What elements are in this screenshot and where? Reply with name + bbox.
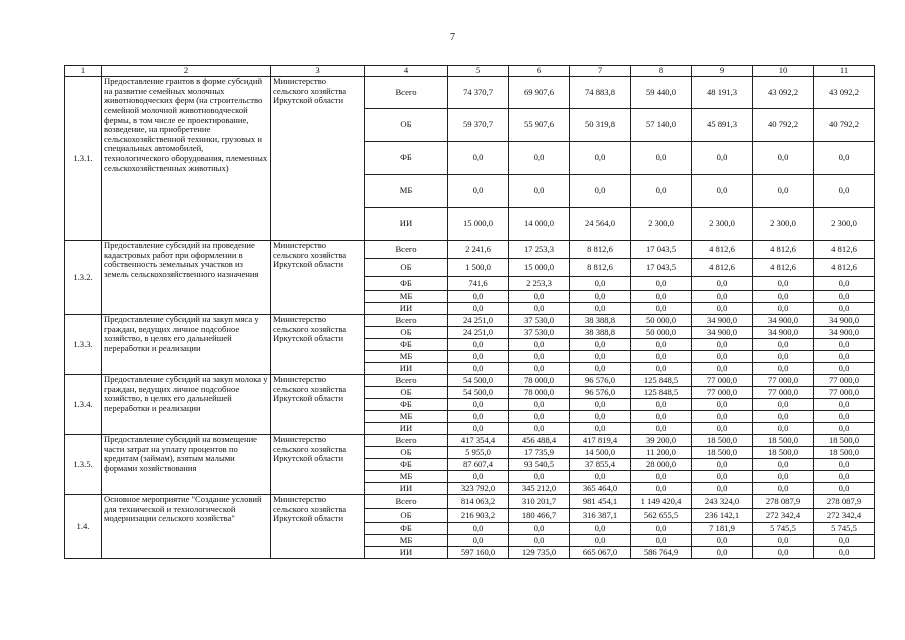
- item-executor: Министерство сельского хозяйства Иркутской области: [271, 77, 365, 241]
- amount-cell: 1 149 420,4: [631, 495, 692, 509]
- amount-cell: 8 812,6: [570, 241, 631, 259]
- amount-cell: 243 324,0: [692, 495, 753, 509]
- amount-cell: 4 812,6: [753, 259, 814, 277]
- amount-cell: 37 530,0: [509, 315, 570, 327]
- item-code: 1.3.4.: [65, 375, 102, 435]
- amount-cell: 0,0: [631, 339, 692, 351]
- amount-cell: 0,0: [509, 423, 570, 435]
- amount-cell: 50 000,0: [631, 327, 692, 339]
- amount-cell: 1 500,0: [448, 259, 509, 277]
- funding-source: Всего: [365, 435, 448, 447]
- item-name: Предоставление грантов в форме субсидий на развитие семейных молочных животноводческих ферм (на строительство семейной молочной животноводческой фермы, в том числе ее проектирование, возведение, на приобретение сельскохозяйственной техники, грузовых и специальных автомобилей, технологического оборудования, племенных сельскохозяйственных животных): [102, 77, 271, 241]
- amount-cell: 0,0: [631, 423, 692, 435]
- amount-cell: 54 500,0: [448, 375, 509, 387]
- funding-source: ОБ: [365, 509, 448, 523]
- amount-cell: 0,0: [692, 471, 753, 483]
- amount-cell: 0,0: [509, 291, 570, 303]
- amount-cell: 0,0: [692, 363, 753, 375]
- amount-cell: 0,0: [631, 277, 692, 291]
- amount-cell: 0,0: [570, 175, 631, 208]
- amount-cell: 0,0: [753, 399, 814, 411]
- amount-cell: 0,0: [692, 277, 753, 291]
- amount-cell: 34 900,0: [753, 327, 814, 339]
- funding-source: ОБ: [365, 387, 448, 399]
- amount-cell: 0,0: [692, 459, 753, 471]
- amount-cell: 14 000,0: [509, 208, 570, 241]
- funding-source: ФБ: [365, 142, 448, 175]
- column-number: 6: [509, 66, 570, 77]
- amount-cell: 5 955,0: [448, 447, 509, 459]
- amount-cell: 316 387,1: [570, 509, 631, 523]
- amount-cell: 2 300,0: [814, 208, 875, 241]
- amount-cell: 0,0: [509, 399, 570, 411]
- funding-source: Всего: [365, 375, 448, 387]
- amount-cell: 310 201,7: [509, 495, 570, 509]
- amount-cell: 272 342,4: [753, 509, 814, 523]
- table-row: [65, 241, 875, 259]
- table-row: [65, 77, 875, 109]
- amount-cell: 40 792,2: [753, 109, 814, 142]
- amount-cell: 0,0: [631, 142, 692, 175]
- amount-cell: 0,0: [448, 471, 509, 483]
- amount-cell: 981 454,1: [570, 495, 631, 509]
- amount-cell: 0,0: [814, 291, 875, 303]
- amount-cell: 0,0: [753, 459, 814, 471]
- amount-cell: 586 764,9: [631, 547, 692, 559]
- amount-cell: 665 067,0: [570, 547, 631, 559]
- amount-cell: 24 251,0: [448, 315, 509, 327]
- amount-cell: 18 500,0: [814, 435, 875, 447]
- amount-cell: 417 354,4: [448, 435, 509, 447]
- amount-cell: 78 000,0: [509, 387, 570, 399]
- amount-cell: 272 342,4: [814, 509, 875, 523]
- funding-source: ФБ: [365, 339, 448, 351]
- amount-cell: 15 000,0: [448, 208, 509, 241]
- amount-cell: 38 388,8: [570, 327, 631, 339]
- funding-source: ФБ: [365, 459, 448, 471]
- amount-cell: 77 000,0: [814, 387, 875, 399]
- amount-cell: 0,0: [448, 411, 509, 423]
- amount-cell: 0,0: [631, 291, 692, 303]
- amount-cell: 417 819,4: [570, 435, 631, 447]
- amount-cell: 0,0: [570, 399, 631, 411]
- amount-cell: 180 466,7: [509, 509, 570, 523]
- amount-cell: 562 655,5: [631, 509, 692, 523]
- amount-cell: 74 370,7: [448, 77, 509, 109]
- item-executor: Министерство сельского хозяйства Иркутской области: [271, 375, 365, 435]
- amount-cell: 0,0: [814, 363, 875, 375]
- amount-cell: 345 212,0: [509, 483, 570, 495]
- amount-cell: 0,0: [692, 483, 753, 495]
- funding-source: МБ: [365, 175, 448, 208]
- amount-cell: 0,0: [509, 142, 570, 175]
- amount-cell: 0,0: [814, 277, 875, 291]
- amount-cell: 0,0: [631, 471, 692, 483]
- amount-cell: 0,0: [448, 351, 509, 363]
- amount-cell: 0,0: [814, 399, 875, 411]
- amount-cell: 0,0: [692, 175, 753, 208]
- amount-cell: 15 000,0: [509, 259, 570, 277]
- amount-cell: 0,0: [570, 142, 631, 175]
- amount-cell: 0,0: [570, 351, 631, 363]
- amount-cell: 4 812,6: [692, 259, 753, 277]
- column-number: 4: [365, 66, 448, 77]
- amount-cell: 0,0: [753, 363, 814, 375]
- funding-source: ИИ: [365, 208, 448, 241]
- funding-source: ОБ: [365, 447, 448, 459]
- amount-cell: 0,0: [692, 399, 753, 411]
- amount-cell: 0,0: [631, 363, 692, 375]
- amount-cell: 57 140,0: [631, 109, 692, 142]
- amount-cell: 28 000,0: [631, 459, 692, 471]
- amount-cell: 0,0: [753, 291, 814, 303]
- amount-cell: 0,0: [814, 411, 875, 423]
- amount-cell: 236 142,1: [692, 509, 753, 523]
- amount-cell: 216 903,2: [448, 509, 509, 523]
- amount-cell: 34 900,0: [814, 315, 875, 327]
- amount-cell: 0,0: [448, 363, 509, 375]
- amount-cell: 0,0: [631, 411, 692, 423]
- amount-cell: 0,0: [448, 291, 509, 303]
- amount-cell: 4 812,6: [814, 259, 875, 277]
- funding-source: МБ: [365, 351, 448, 363]
- amount-cell: 0,0: [631, 535, 692, 547]
- item-executor: Министерство сельского хозяйства Иркутской области: [271, 241, 365, 315]
- funding-source: ОБ: [365, 109, 448, 142]
- amount-cell: 11 200,0: [631, 447, 692, 459]
- table-row: [65, 315, 875, 327]
- column-number: 5: [448, 66, 509, 77]
- amount-cell: 59 440,0: [631, 77, 692, 109]
- column-number: 3: [271, 66, 365, 77]
- amount-cell: 48 191,3: [692, 77, 753, 109]
- amount-cell: 0,0: [570, 303, 631, 315]
- amount-cell: 278 087,9: [753, 495, 814, 509]
- funding-source: ОБ: [365, 259, 448, 277]
- item-name: Основное мероприятие "Создание условий для технической и технологической модернизации сельского хозяйства": [102, 495, 271, 559]
- amount-cell: 0,0: [753, 423, 814, 435]
- amount-cell: 0,0: [631, 483, 692, 495]
- amount-cell: 78 000,0: [509, 375, 570, 387]
- amount-cell: 0,0: [509, 535, 570, 547]
- amount-cell: 0,0: [814, 483, 875, 495]
- amount-cell: 0,0: [753, 411, 814, 423]
- amount-cell: 0,0: [448, 339, 509, 351]
- column-number: 11: [814, 66, 875, 77]
- amount-cell: 17 043,5: [631, 259, 692, 277]
- amount-cell: 2 300,0: [631, 208, 692, 241]
- funding-source: МБ: [365, 291, 448, 303]
- amount-cell: 0,0: [814, 339, 875, 351]
- funding-source: МБ: [365, 471, 448, 483]
- amount-cell: 93 540,5: [509, 459, 570, 471]
- amount-cell: 125 848,5: [631, 375, 692, 387]
- amount-cell: 0,0: [631, 351, 692, 363]
- amount-cell: 96 576,0: [570, 375, 631, 387]
- amount-cell: 2 300,0: [753, 208, 814, 241]
- funding-source: Всего: [365, 77, 448, 109]
- amount-cell: 0,0: [692, 142, 753, 175]
- funding-source: ФБ: [365, 523, 448, 535]
- amount-cell: 2 300,0: [692, 208, 753, 241]
- page-number: 7: [450, 32, 455, 43]
- funding-source: ИИ: [365, 303, 448, 315]
- funding-source: ОБ: [365, 327, 448, 339]
- amount-cell: 18 500,0: [814, 447, 875, 459]
- amount-cell: 0,0: [448, 303, 509, 315]
- item-name: Предоставление субсидий на возмещение части затрат на уплату процентов по кредитам (займам), взятым малыми формами хозяйствования: [102, 435, 271, 495]
- amount-cell: 37 530,0: [509, 327, 570, 339]
- amount-cell: 0,0: [814, 459, 875, 471]
- amount-cell: 0,0: [692, 291, 753, 303]
- item-code: 1.3.3.: [65, 315, 102, 375]
- amount-cell: 2 253,3: [509, 277, 570, 291]
- amount-cell: 38 388,8: [570, 315, 631, 327]
- amount-cell: 0,0: [448, 399, 509, 411]
- amount-cell: 2 241,6: [448, 241, 509, 259]
- amount-cell: 0,0: [631, 523, 692, 535]
- amount-cell: 0,0: [814, 547, 875, 559]
- amount-cell: 17 043,5: [631, 241, 692, 259]
- amount-cell: 129 735,0: [509, 547, 570, 559]
- item-code: 1.3.2.: [65, 241, 102, 315]
- funding-source: МБ: [365, 535, 448, 547]
- amount-cell: 125 848,5: [631, 387, 692, 399]
- funding-source: МБ: [365, 411, 448, 423]
- funding-source: Всего: [365, 495, 448, 509]
- amount-cell: 0,0: [448, 175, 509, 208]
- amount-cell: 456 488,4: [509, 435, 570, 447]
- amount-cell: 0,0: [692, 423, 753, 435]
- amount-cell: 18 500,0: [692, 447, 753, 459]
- amount-cell: 0,0: [753, 547, 814, 559]
- amount-cell: 54 500,0: [448, 387, 509, 399]
- amount-cell: 18 500,0: [692, 435, 753, 447]
- amount-cell: 0,0: [753, 535, 814, 547]
- amount-cell: 45 891,3: [692, 109, 753, 142]
- funding-source: Всего: [365, 315, 448, 327]
- amount-cell: 74 883,8: [570, 77, 631, 109]
- amount-cell: 77 000,0: [692, 375, 753, 387]
- amount-cell: 43 092,2: [753, 77, 814, 109]
- funding-source: ФБ: [365, 277, 448, 291]
- amount-cell: 18 500,0: [753, 435, 814, 447]
- amount-cell: 0,0: [570, 535, 631, 547]
- amount-cell: 0,0: [753, 277, 814, 291]
- amount-cell: 0,0: [692, 411, 753, 423]
- amount-cell: 0,0: [692, 547, 753, 559]
- column-number: 1: [65, 66, 102, 77]
- amount-cell: 77 000,0: [753, 387, 814, 399]
- amount-cell: 741,6: [448, 277, 509, 291]
- amount-cell: 7 181,9: [692, 523, 753, 535]
- amount-cell: 0,0: [692, 535, 753, 547]
- column-number: 2: [102, 66, 271, 77]
- amount-cell: 69 907,6: [509, 77, 570, 109]
- amount-cell: 5 745,5: [814, 523, 875, 535]
- column-number: 8: [631, 66, 692, 77]
- item-executor: Министерство сельского хозяйства Иркутской области: [271, 315, 365, 375]
- item-code: 1.4.: [65, 495, 102, 559]
- amount-cell: 0,0: [814, 471, 875, 483]
- funding-source: ИИ: [365, 547, 448, 559]
- amount-cell: 39 200,0: [631, 435, 692, 447]
- amount-cell: 0,0: [814, 535, 875, 547]
- amount-cell: 0,0: [631, 303, 692, 315]
- amount-cell: 0,0: [631, 175, 692, 208]
- amount-cell: 0,0: [753, 351, 814, 363]
- amount-cell: 0,0: [814, 303, 875, 315]
- amount-cell: 0,0: [570, 471, 631, 483]
- amount-cell: 59 370,7: [448, 109, 509, 142]
- amount-cell: 37 855,4: [570, 459, 631, 471]
- budget-table: [64, 65, 875, 559]
- amount-cell: 24 251,0: [448, 327, 509, 339]
- amount-cell: 34 900,0: [753, 315, 814, 327]
- amount-cell: 0,0: [509, 339, 570, 351]
- amount-cell: 0,0: [753, 303, 814, 315]
- column-number: 7: [570, 66, 631, 77]
- amount-cell: 0,0: [509, 471, 570, 483]
- amount-cell: 0,0: [448, 142, 509, 175]
- funding-source: Всего: [365, 241, 448, 259]
- amount-cell: 0,0: [814, 142, 875, 175]
- item-name: Предоставление субсидий на проведение кадастровых работ при оформлении в собственность земельных участков из земель сельскохозяйственного назначения: [102, 241, 271, 315]
- amount-cell: 0,0: [570, 411, 631, 423]
- amount-cell: 87 607,4: [448, 459, 509, 471]
- amount-cell: 43 092,2: [814, 77, 875, 109]
- amount-cell: 0,0: [753, 483, 814, 495]
- amount-cell: 55 907,6: [509, 109, 570, 142]
- column-number: 10: [753, 66, 814, 77]
- amount-cell: 0,0: [692, 303, 753, 315]
- amount-cell: 0,0: [509, 351, 570, 363]
- amount-cell: 34 900,0: [692, 315, 753, 327]
- amount-cell: 34 900,0: [814, 327, 875, 339]
- amount-cell: 0,0: [448, 523, 509, 535]
- amount-cell: 0,0: [753, 175, 814, 208]
- amount-cell: 0,0: [753, 471, 814, 483]
- table-row: [65, 375, 875, 387]
- table-row: [65, 435, 875, 447]
- amount-cell: 0,0: [509, 303, 570, 315]
- amount-cell: 17 253,3: [509, 241, 570, 259]
- amount-cell: 77 000,0: [692, 387, 753, 399]
- item-name: Предоставление субсидий на закуп мяса у граждан, ведущих личное подсобное хозяйство, в целях его дальнейшей переработки и реализации: [102, 315, 271, 375]
- amount-cell: 4 812,6: [753, 241, 814, 259]
- amount-cell: 278 087,9: [814, 495, 875, 509]
- amount-cell: 0,0: [570, 339, 631, 351]
- item-name: Предоставление субсидий на закуп молока у граждан, ведущих личное подсобное хозяйство, в целях его дальнейшей переработки и реализации: [102, 375, 271, 435]
- amount-cell: 24 564,0: [570, 208, 631, 241]
- amount-cell: 0,0: [814, 351, 875, 363]
- item-code: 1.3.5.: [65, 435, 102, 495]
- amount-cell: 17 735,9: [509, 447, 570, 459]
- amount-cell: 0,0: [814, 175, 875, 208]
- amount-cell: 0,0: [570, 277, 631, 291]
- item-executor: Министерство сельского хозяйства Иркутской области: [271, 435, 365, 495]
- amount-cell: 50 000,0: [631, 315, 692, 327]
- funding-source: ИИ: [365, 483, 448, 495]
- column-number-row: [65, 66, 875, 77]
- amount-cell: 365 464,0: [570, 483, 631, 495]
- amount-cell: 5 745,5: [753, 523, 814, 535]
- amount-cell: 0,0: [692, 351, 753, 363]
- amount-cell: 0,0: [753, 339, 814, 351]
- amount-cell: 0,0: [448, 423, 509, 435]
- funding-source: ИИ: [365, 423, 448, 435]
- amount-cell: 0,0: [631, 399, 692, 411]
- amount-cell: 0,0: [509, 411, 570, 423]
- amount-cell: 96 576,0: [570, 387, 631, 399]
- amount-cell: 18 500,0: [753, 447, 814, 459]
- amount-cell: 34 900,0: [692, 327, 753, 339]
- amount-cell: 814 063,2: [448, 495, 509, 509]
- amount-cell: 8 812,6: [570, 259, 631, 277]
- amount-cell: 0,0: [509, 175, 570, 208]
- table-row: [65, 495, 875, 509]
- amount-cell: 0,0: [814, 423, 875, 435]
- item-executor: Министерство сельского хозяйства Иркутской области: [271, 495, 365, 559]
- amount-cell: 50 319,8: [570, 109, 631, 142]
- amount-cell: 0,0: [570, 291, 631, 303]
- amount-cell: 0,0: [753, 142, 814, 175]
- amount-cell: 0,0: [509, 523, 570, 535]
- amount-cell: 597 160,0: [448, 547, 509, 559]
- column-number: 9: [692, 66, 753, 77]
- item-code: 1.3.1.: [65, 77, 102, 241]
- funding-source: ИИ: [365, 363, 448, 375]
- amount-cell: 0,0: [570, 363, 631, 375]
- amount-cell: 77 000,0: [814, 375, 875, 387]
- amount-cell: 0,0: [570, 423, 631, 435]
- amount-cell: 4 812,6: [814, 241, 875, 259]
- amount-cell: 0,0: [448, 535, 509, 547]
- amount-cell: 14 500,0: [570, 447, 631, 459]
- amount-cell: 0,0: [509, 363, 570, 375]
- funding-source: ФБ: [365, 399, 448, 411]
- amount-cell: 0,0: [692, 339, 753, 351]
- amount-cell: 323 792,0: [448, 483, 509, 495]
- amount-cell: 40 792,2: [814, 109, 875, 142]
- amount-cell: 0,0: [570, 523, 631, 535]
- amount-cell: 77 000,0: [753, 375, 814, 387]
- amount-cell: 4 812,6: [692, 241, 753, 259]
